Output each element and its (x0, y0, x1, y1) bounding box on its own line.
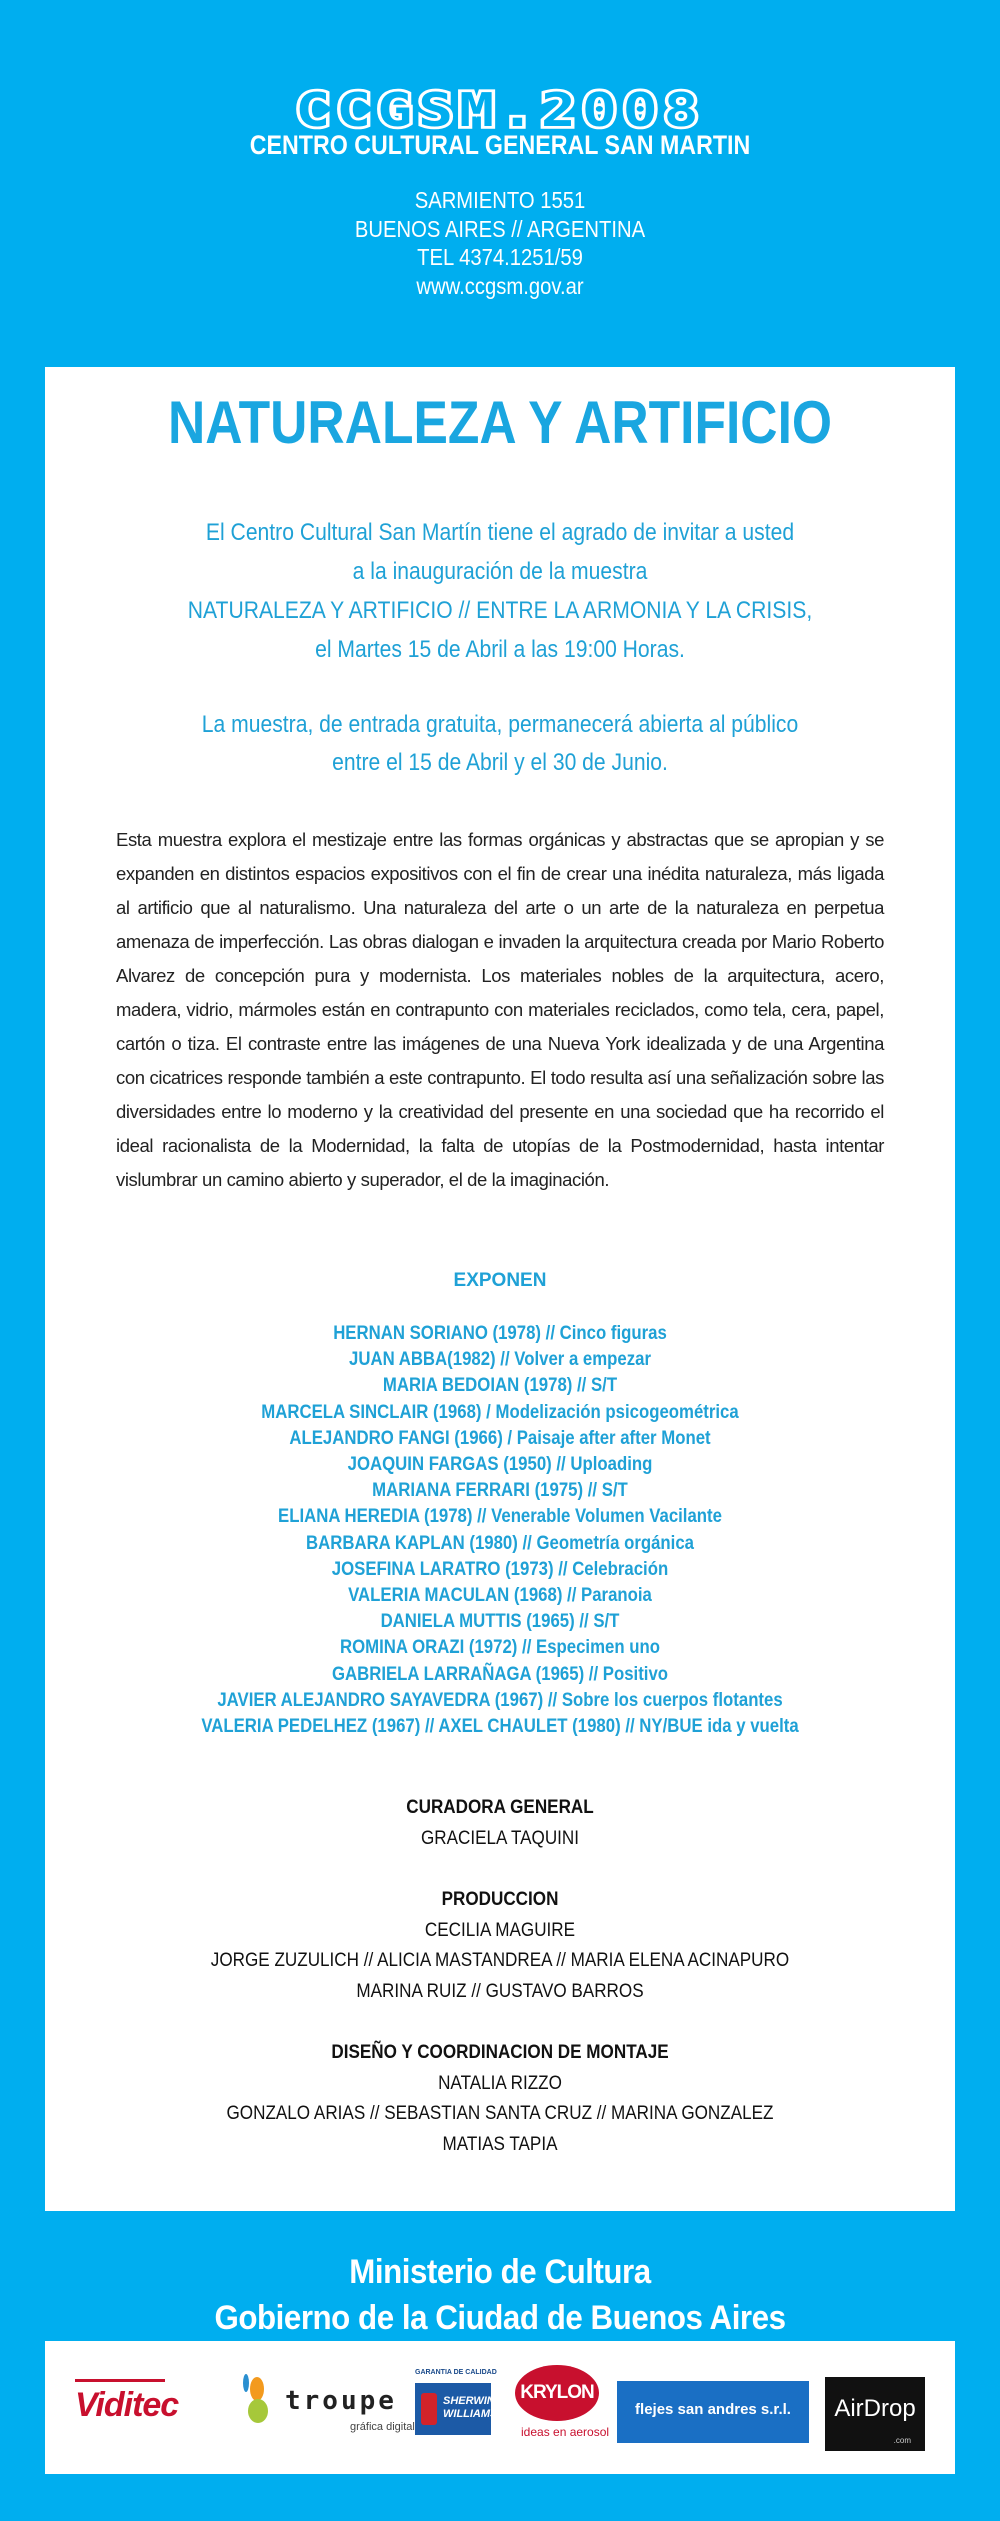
artist-entry: JOAQUIN FARGAS (1950) // Uploading (347, 1453, 653, 1476)
ccgsm-logo: CCGSM.2008 (295, 82, 705, 138)
ministry-block (40, 2249, 960, 2341)
troupe-logo-icon (240, 2371, 270, 2425)
invitation-line: el Martes 15 de Abril a las 19:00 Horas. (315, 636, 685, 663)
curator-name: GRACIELA TAQUINI (420, 1827, 580, 1849)
artist-entry: ROMINA ORAZI (1972) // Especimen uno (340, 1636, 660, 1659)
curator-heading: CURADORA GENERAL (406, 1797, 594, 1818)
design-lead: NATALIA RIZZO (438, 2072, 562, 2094)
viditec-logo-mark (75, 2379, 165, 2382)
website-link[interactable]: www.ccgsm.gov.ar (416, 272, 584, 299)
artist-entry: HERNAN SORIANO (1978) // Cinco figuras (333, 1322, 667, 1344)
invitation-line: El Centro Cultural San Martín tiene el agrado de invitar a usted (205, 519, 795, 546)
sherwin-williams-logo (415, 2383, 501, 2435)
sherwin-quality-label: GARANTIA DE CALIDAD (415, 2369, 497, 2376)
artist-entry: VALERIA PEDELHEZ (1967) // AXEL CHAULET (1980) // NY/BUE ida y vuelta (201, 1715, 799, 1738)
opening-line: La muestra, de entrada gratuita, permanecerá abierta al público (201, 711, 799, 738)
design-team: MATIAS TAPIA (442, 2133, 558, 2155)
artist-list (70, 1320, 930, 1739)
invitation-line: a la inauguración de la muestra (352, 558, 648, 585)
city-country: BUENOS AIRES // ARGENTINA (354, 215, 646, 242)
production-team: JORGE ZUZULICH // ALICIA MASTANDREA // MARIA ELENA ACINAPURO (210, 1950, 790, 1971)
artist-entry: BARBARA KAPLAN (1980) // Geometría orgánica (306, 1531, 694, 1554)
production-lead: CECILIA MAGUIRE (424, 1919, 576, 1941)
production-heading: PRODUCCION (441, 1889, 559, 1910)
airdrop-text: AirDrop (834, 2395, 916, 2422)
paint-can-icon (421, 2393, 437, 2425)
krylon-tagline: ideas en aerosol (521, 2425, 610, 2439)
artist-entry: DANIELA MUTTIS (1965) // S/T (380, 1610, 620, 1633)
troupe-logo: troupe (285, 2386, 397, 2416)
artist-entry: JOSEFINA LARATRO (1973) // Celebración (331, 1557, 669, 1580)
address-block (60, 186, 940, 300)
design-heading: DISEÑO Y COORDINACION DE MONTAJE (331, 2042, 669, 2063)
artist-entry: MARIA BEDOIAN (1978) // S/T (382, 1374, 618, 1397)
exhibition-title: NATURALEZA Y ARTIFICIO (167, 389, 833, 456)
krylon-logo: KRYLON (515, 2365, 599, 2421)
airdrop-logo (825, 2377, 925, 2451)
opening-dates (60, 706, 940, 782)
exhibition-description: Esta muestra explora el mestizaje entre las formas orgánicas y abstractas que se apropian y se expanden en distintos espacios expositivos con el fin de crear una inédita naturaleza, más ligada al artificio que al naturalismo. Una naturaleza del arte o un arte de la naturaleza en perpetua amenaza de imperfección. Las obras dialogan e invaden la arquitectura creada por Mario Roberto Alvarez de concepción pura y modernista. Los materiales nobles de la arquitectura, acero, madera, vidrio, mármoles están en contrapunto con materiales reciclados, como tela, cera, papel, cartón o tiza. El contraste entre las imágenes de una Nueva York idealizada y de una Argentina con cicatrices responde también a este contrapunto. El todo resulta así una señalización sobre las diversidades entre lo moderno y la creatividad del presente en una sociedad que ha recorrido el ideal racionalista de la Modernidad, la falta de utopías de la Postmodernidad, hasta intentar vislumbrar un camino abierto y superador, el de la imaginación. (116, 829, 884, 1190)
design-team: GONZALO ARIAS // SEBASTIAN SANTA CRUZ // MARINA GONZALEZ (226, 2103, 774, 2124)
artist-entry: VALERIA MACULAN (1968) // Paranoia (348, 1584, 652, 1607)
artist-entry: GABRIELA LARRAÑAGA (1965) // Positivo (331, 1662, 669, 1685)
production-team: MARINA RUIZ // GUSTAVO BARROS (356, 1980, 644, 2002)
government-name: Gobierno de la Ciudad de Buenos Aires (214, 2299, 786, 2337)
artist-entry: MARCELA SINCLAIR (1968) / Modelización psicogeométrica (261, 1400, 739, 1423)
airdrop-domain: .com (893, 2436, 911, 2445)
viditec-logo: Viditec (75, 2386, 179, 2424)
artist-entry: MARIANA FERRARI (1975) // S/T (372, 1479, 628, 1502)
street-address: SARMIENTO 1551 (414, 187, 586, 213)
flejes-logo: flejes san andres s.r.l. (617, 2381, 809, 2443)
credits (50, 1793, 950, 2160)
artist-entry: ELIANA HEREDIA (1978) // Venerable Volumen Vacilante (278, 1505, 722, 1528)
opening-line: entre el 15 de Abril y el 30 de Junio. (332, 749, 668, 776)
sponsor-logos (45, 2341, 955, 2474)
troupe-tagline: gráfica digital (350, 2421, 415, 2433)
artist-entry: JAVIER ALEJANDRO SAYAVEDRA (1967) // Sobre los cuerpos flotantes (217, 1688, 783, 1711)
exponen-heading: EXPONEN (453, 1270, 547, 1291)
invitation-text (60, 513, 940, 669)
invitation-line: NATURALEZA Y ARTIFICIO // ENTRE LA ARMONIA Y LA CRISIS, (187, 597, 813, 624)
artist-entry: JUAN ABBA(1982) // Volver a empezar (349, 1348, 651, 1371)
institution-name: CENTRO CULTURAL GENERAL SAN MARTIN (249, 130, 751, 160)
artist-entry: ALEJANDRO FANGI (1966) / Paisaje after after Monet (289, 1426, 711, 1449)
ministry-name: Ministerio de Cultura (349, 2253, 651, 2291)
sherwin-williams-text: SHERWIN WILLIAMS. (443, 2395, 501, 2420)
phone: TEL 4374.1251/59 (417, 244, 583, 270)
